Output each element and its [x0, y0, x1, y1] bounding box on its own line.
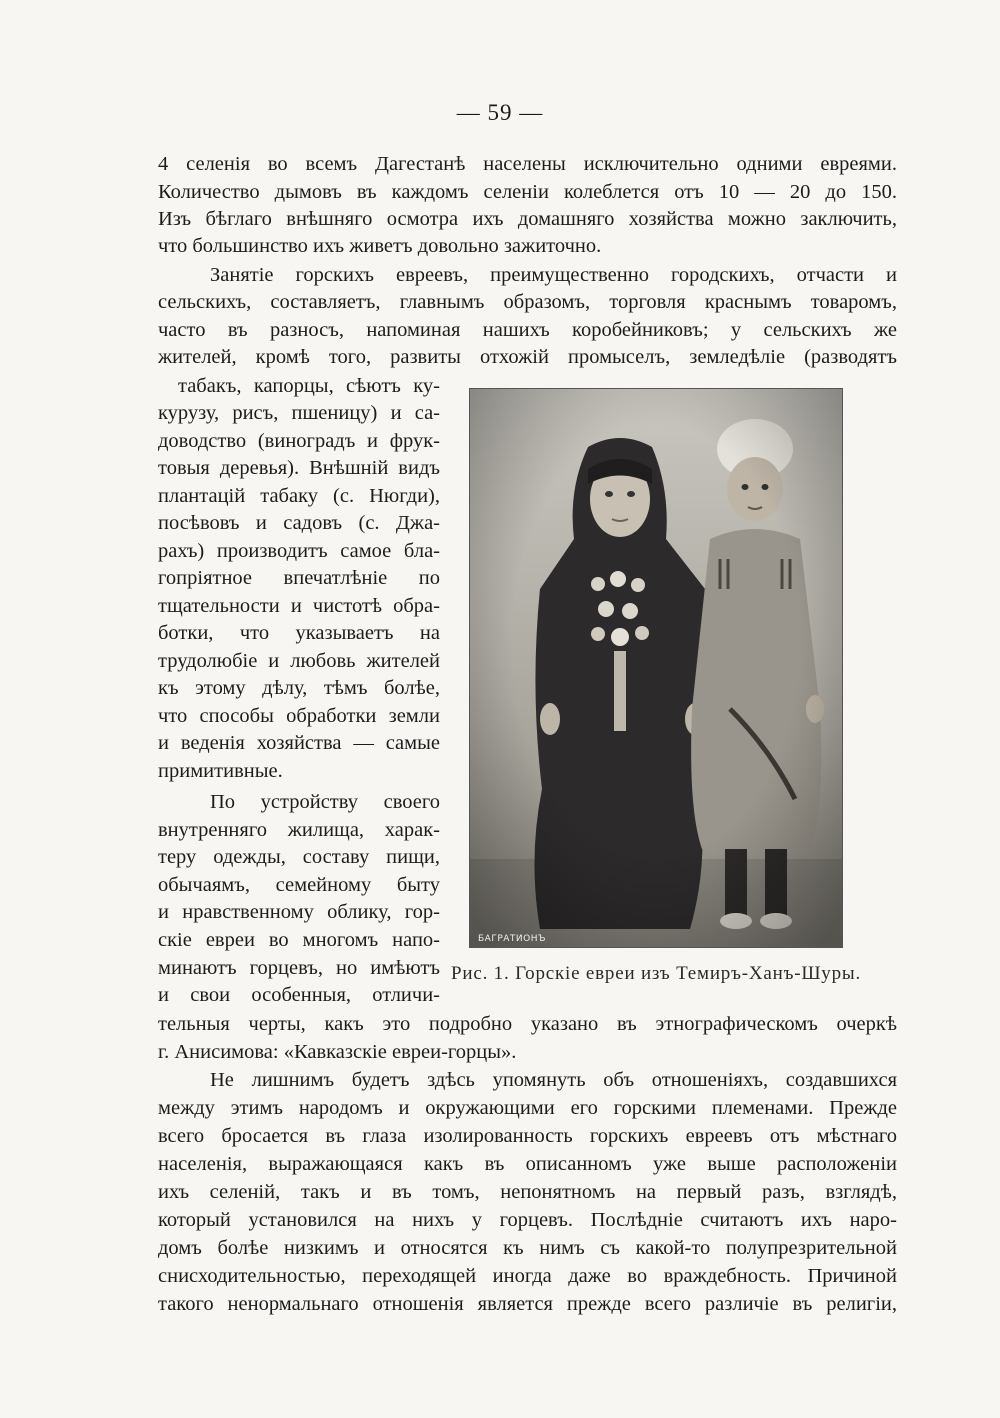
text-line: теру одежды, составу пищи,: [158, 846, 440, 868]
text-line: товыя деревья). Внѣшній видъ: [158, 457, 440, 479]
text-line: гопріятное впечатлѣніе по: [158, 567, 440, 589]
text-line: доводство (виноградъ и фрук-: [158, 430, 440, 452]
text-line: По устройству своего: [210, 791, 440, 813]
text-line: 4 селенія во всемъ Дагестанѣ населены исключительно одними евреями.: [158, 153, 897, 175]
text-line: часто въ разносъ, напоминая нашихъ коробейниковъ; у сельскихъ же: [158, 319, 897, 341]
text-line: внутренняго жилища, харак-: [158, 819, 440, 841]
text-line: всего бросается въ глаза изолированность горскихъ евреевъ отъ мѣстнаго: [158, 1125, 897, 1147]
text-line: между этимъ народомъ и окружающими его горскими племенами. Прежде: [158, 1097, 897, 1119]
text-line: минаютъ горцевъ, но имѣютъ: [158, 957, 440, 979]
text-line: сельскихъ, составляетъ, главнымъ образомъ, торговля краснымъ товаромъ,: [158, 291, 897, 313]
text-line: домъ болѣе низкимъ и относятся къ нимъ съ какой-то полупрезрительной: [158, 1237, 897, 1259]
text-line: рахъ) производитъ самое бла-: [158, 540, 440, 562]
text-line: Занятіе горскихъ евреевъ, преимущественно городскихъ, отчасти и: [210, 264, 897, 286]
text-line: тельныя черты, какъ это подробно указано въ этнографическомъ очеркѣ: [158, 1013, 897, 1035]
text-line: плантацій табаку (с. Нюгди),: [158, 485, 440, 507]
text-line: трудолюбіе и любовь жителей: [158, 650, 440, 672]
text-line: Изъ бѣглаго внѣшняго осмотра ихъ домашняго хозяйства можно заключить,: [158, 208, 897, 230]
text-line: посѣвовъ и садовъ (с. Джа-: [158, 512, 440, 534]
text-line: примитивные.: [158, 760, 283, 782]
text-line: и веденія хозяйства — самые: [158, 732, 440, 754]
text-line: г. Анисимова: «Кавказскіе евреи-горцы».: [158, 1041, 517, 1063]
text-line: обычаямъ, семейному быту: [158, 874, 440, 896]
text-line: снисходительностью, переходящей иногда даже во враждебность. Причиной: [158, 1265, 897, 1287]
text-line: который установился на нихъ у горцевъ. Послѣдніе считаютъ ихъ наро-: [158, 1209, 897, 1231]
photo-illustration: [470, 389, 842, 947]
text-line: и нравственному облику, гор-: [158, 901, 440, 923]
text-line: тщательности и чистотѣ обра-: [158, 595, 440, 617]
text-line: скіе евреи во многомъ напо-: [158, 929, 440, 951]
page-number: — 59 —: [456, 100, 544, 125]
photographer-mark: БАГРАТИОНЪ: [478, 934, 546, 944]
text-line: Не лишнимъ будетъ здѣсь упомянуть объ отношеніяхъ, создавшихся: [210, 1069, 897, 1091]
figure-caption: Рис. 1. Горскіе евреи изъ Темиръ-Ханъ-Шуры.: [451, 963, 862, 984]
text-line: курузу, рисъ, пшеницу) и са-: [158, 402, 440, 424]
text-line: ихъ селеній, такъ и въ томъ, непонятномъ на первый разъ, взглядѣ,: [158, 1181, 897, 1203]
text-line: ботки, что указываетъ на: [158, 622, 440, 644]
figure-photograph: [469, 388, 843, 948]
text-line: Количество дымовъ въ каждомъ селеніи колеблется отъ 10 — 20 до 150.: [158, 181, 897, 203]
text-line: такого ненормальнаго отношенія является прежде всего различіе въ религіи,: [158, 1293, 897, 1315]
text-line: къ этому дѣлу, тѣмъ болѣе,: [158, 677, 440, 699]
text-line: что способы обработки земли: [158, 705, 440, 727]
text-line: что большинство ихъ живетъ довольно зажиточно.: [158, 235, 602, 257]
text-line: табакъ, капорцы, сѣютъ ку-: [178, 375, 440, 397]
text-line: населенія, выражающаяся какъ въ описанномъ уже выше расположеніи: [158, 1153, 897, 1175]
text-line: и свои особенныя, отличи-: [158, 984, 440, 1006]
text-line: жителей, кромѣ того, развиты отхожій промыселъ, земледѣліе (разводятъ: [158, 346, 897, 368]
